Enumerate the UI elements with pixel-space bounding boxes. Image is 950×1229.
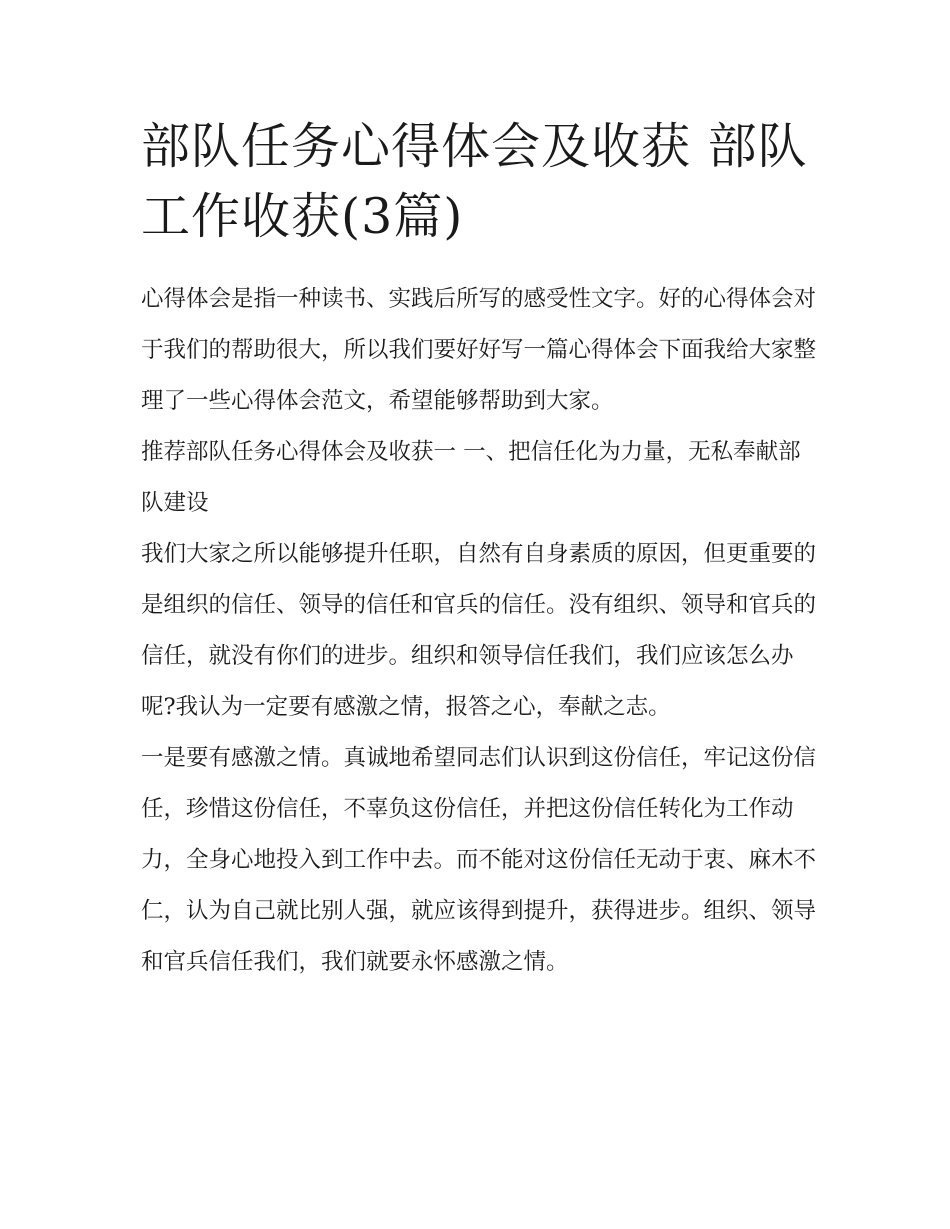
body-paragraph-gratitude: 一是要有感激之情。真诚地希望同志们认识到这份信任，牢记这份信任，珍惜这份信任，不辜负这份信任，并把这份信任转化为工作动力，全身心地投入到工作中去。而不能对这份信任无动于衷、麻木不仁，认为自己就比别人强，就应该得到提升，获得进步。组织、领导和官兵信任我们，我们就要永怀感激之情。 [141, 745, 817, 975]
document-title: 部队任务心得体会及收获 部队工作收获(3篇) [141, 118, 808, 245]
section-heading: 推荐部队任务心得体会及收获一 一、把信任化为力量，无私奉献部队建设 [141, 439, 801, 516]
body-paragraph-trust: 我们大家之所以能够提升任职，自然有自身素质的原因，但更重要的是组织的信任、领导的信任和官兵的信任。没有组织、领导和官兵的信任，就没有你们的进步。组织和领导信任我们，我们应该怎么办呢?我认为一定要有感激之情，报答之心，奉献之志。 [141, 541, 817, 720]
document-page [141, 112, 816, 988]
intro-paragraph: 心得体会是指一种读书、实践后所写的感受性文字。好的心得体会对于我们的帮助很大，所以我们要好好写一篇心得体会下面我给大家整理了一些心得体会范文，希望能够帮助到大家。 [141, 286, 817, 414]
